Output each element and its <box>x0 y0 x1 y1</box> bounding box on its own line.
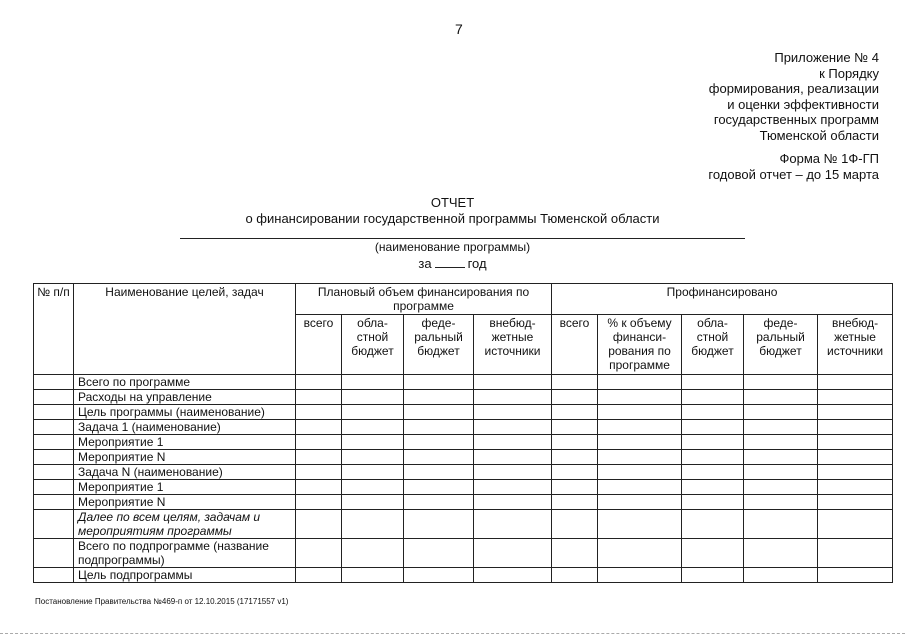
value-cell[interactable] <box>404 375 474 390</box>
table-row <box>34 480 893 495</box>
row-label: Всего по подпрограмме (название подпрограммы) <box>74 539 296 568</box>
value-cell[interactable] <box>818 390 893 405</box>
value-cell[interactable] <box>744 510 818 539</box>
table-row <box>34 390 893 405</box>
row-label: Мероприятие 1 <box>74 480 296 495</box>
row-label: Мероприятие 1 <box>74 435 296 450</box>
value-cell[interactable] <box>404 495 474 510</box>
footnote: Постановление Правительства №469-п от 12.10.2015 (17171557 v1) <box>35 597 289 606</box>
header-planned-federal: феде-ральный бюджет <box>404 315 474 375</box>
value-cell[interactable] <box>404 465 474 480</box>
value-cell[interactable] <box>474 495 552 510</box>
value-cell[interactable] <box>404 539 474 568</box>
value-cell[interactable] <box>474 390 552 405</box>
row-num-cell[interactable] <box>34 480 74 495</box>
header-financed-total: всего <box>552 315 598 375</box>
appendix-line: формирования, реализации <box>708 81 879 96</box>
value-cell[interactable] <box>552 435 598 450</box>
value-cell[interactable] <box>342 510 404 539</box>
row-num-cell[interactable] <box>34 420 74 435</box>
appendix-line: к Порядку <box>819 65 879 81</box>
header-financed-extrabudget: внебюд-жетные источники <box>818 315 893 375</box>
appendix-line: и оценки эффективности <box>727 96 879 112</box>
value-cell[interactable] <box>342 390 404 405</box>
header-financed-federal: феде-ральный бюджет <box>744 315 818 375</box>
value-cell[interactable] <box>682 390 744 405</box>
program-name-line[interactable] <box>180 238 745 239</box>
value-cell[interactable] <box>552 390 598 405</box>
table-row <box>34 450 893 465</box>
row-label: Мероприятие N <box>74 495 296 510</box>
table-row <box>34 405 893 420</box>
value-cell[interactable] <box>552 465 598 480</box>
value-cell[interactable] <box>296 510 342 539</box>
appendix-line: Приложение № 4 <box>774 50 879 65</box>
row-label: Мероприятие N <box>74 450 296 465</box>
value-cell[interactable] <box>404 405 474 420</box>
value-cell[interactable] <box>474 480 552 495</box>
value-cell[interactable] <box>474 420 552 435</box>
form-deadline: годовой отчет – до 15 марта <box>708 166 879 182</box>
report-subtitle: о финансировании государственной программы Тюменской области <box>245 211 660 226</box>
value-cell[interactable] <box>744 568 818 583</box>
value-cell[interactable] <box>342 539 404 568</box>
value-cell[interactable] <box>296 495 342 510</box>
value-cell[interactable] <box>818 510 893 539</box>
value-cell[interactable] <box>818 539 893 568</box>
row-num-cell[interactable] <box>34 390 74 405</box>
row-num-cell[interactable] <box>34 510 74 539</box>
appendix-line: государственных программ <box>713 112 879 127</box>
value-cell[interactable] <box>818 405 893 420</box>
header-planned-extrabudget: внебюд-жетные источники <box>474 315 552 375</box>
value-cell[interactable] <box>552 510 598 539</box>
value-cell[interactable] <box>744 420 818 435</box>
value-cell[interactable] <box>342 480 404 495</box>
value-cell[interactable] <box>598 539 682 568</box>
value-cell[interactable] <box>296 539 342 568</box>
row-label: Задача 1 (наименование) <box>74 420 296 435</box>
value-cell[interactable] <box>818 420 893 435</box>
table-row <box>34 495 893 510</box>
value-cell[interactable] <box>474 450 552 465</box>
header-planned-total: всего <box>296 315 342 375</box>
value-cell[interactable] <box>552 480 598 495</box>
value-cell[interactable] <box>474 539 552 568</box>
header-financed-group: Профинансировано <box>552 284 893 315</box>
form-info <box>579 151 879 182</box>
row-num-cell[interactable] <box>34 405 74 420</box>
year-prefix: за <box>418 256 432 271</box>
value-cell[interactable] <box>552 375 598 390</box>
row-label: Цель подпрограммы <box>74 568 296 583</box>
table-body <box>34 375 893 583</box>
row-num-cell[interactable] <box>34 465 74 480</box>
value-cell[interactable] <box>598 405 682 420</box>
value-cell[interactable] <box>818 495 893 510</box>
value-cell[interactable] <box>296 405 342 420</box>
value-cell[interactable] <box>744 435 818 450</box>
value-cell[interactable] <box>404 390 474 405</box>
value-cell[interactable] <box>682 465 744 480</box>
value-cell[interactable] <box>404 450 474 465</box>
value-cell[interactable] <box>552 539 598 568</box>
value-cell[interactable] <box>552 420 598 435</box>
value-cell[interactable] <box>342 375 404 390</box>
value-cell[interactable] <box>682 375 744 390</box>
value-cell[interactable] <box>296 390 342 405</box>
appendix-line: Тюменской области <box>759 127 879 143</box>
report-heading <box>0 195 905 227</box>
value-cell[interactable] <box>818 435 893 450</box>
value-cell[interactable] <box>296 465 342 480</box>
year-suffix: год <box>467 256 487 271</box>
value-cell[interactable] <box>404 568 474 583</box>
table-row <box>34 539 893 568</box>
year-line <box>0 255 905 271</box>
table-row <box>34 435 893 450</box>
value-cell[interactable] <box>552 450 598 465</box>
report-title: ОТЧЕТ <box>430 195 475 210</box>
value-cell[interactable] <box>296 480 342 495</box>
value-cell[interactable] <box>474 465 552 480</box>
value-cell[interactable] <box>818 465 893 480</box>
page-number: 7 <box>455 21 463 37</box>
value-cell[interactable] <box>818 568 893 583</box>
value-cell[interactable] <box>682 450 744 465</box>
value-cell[interactable] <box>598 420 682 435</box>
header-financed-regional: обла-стной бюджет <box>682 315 744 375</box>
value-cell[interactable] <box>404 420 474 435</box>
row-label: Цель программы (наименование) <box>74 405 296 420</box>
value-cell[interactable] <box>598 435 682 450</box>
value-cell[interactable] <box>296 450 342 465</box>
value-cell[interactable] <box>682 539 744 568</box>
financing-table <box>33 283 893 583</box>
row-label: Расходы на управление <box>74 390 296 405</box>
value-cell[interactable] <box>552 495 598 510</box>
value-cell[interactable] <box>598 480 682 495</box>
row-label: Всего по программе <box>74 375 296 390</box>
value-cell[interactable] <box>744 480 818 495</box>
row-num-cell[interactable] <box>34 568 74 583</box>
value-cell[interactable] <box>744 405 818 420</box>
value-cell[interactable] <box>404 510 474 539</box>
page-edge-line <box>0 633 905 634</box>
row-num-cell[interactable] <box>34 539 74 568</box>
value-cell[interactable] <box>552 405 598 420</box>
value-cell[interactable] <box>598 568 682 583</box>
value-cell[interactable] <box>342 405 404 420</box>
value-cell[interactable] <box>342 465 404 480</box>
header-planned-regional: обла-стной бюджет <box>342 315 404 375</box>
form-number: Форма № 1Ф-ГП <box>779 151 879 166</box>
value-cell[interactable] <box>682 435 744 450</box>
year-blank-field[interactable] <box>435 255 465 268</box>
value-cell[interactable] <box>744 390 818 405</box>
table-row <box>34 568 893 583</box>
value-cell[interactable] <box>296 435 342 450</box>
value-cell[interactable] <box>598 495 682 510</box>
value-cell[interactable] <box>598 465 682 480</box>
value-cell[interactable] <box>598 390 682 405</box>
value-cell[interactable] <box>818 480 893 495</box>
value-cell[interactable] <box>552 568 598 583</box>
value-cell[interactable] <box>342 435 404 450</box>
row-num-cell[interactable] <box>34 495 74 510</box>
table-row <box>34 510 893 539</box>
table-row <box>34 465 893 480</box>
value-cell[interactable] <box>744 495 818 510</box>
header-num: № п/п <box>34 284 74 375</box>
value-cell[interactable] <box>296 375 342 390</box>
value-cell[interactable] <box>598 510 682 539</box>
value-cell[interactable] <box>296 568 342 583</box>
value-cell[interactable] <box>342 420 404 435</box>
program-name-caption: (наименование программы) <box>374 240 531 254</box>
value-cell[interactable] <box>474 510 552 539</box>
value-cell[interactable] <box>474 405 552 420</box>
value-cell[interactable] <box>296 420 342 435</box>
value-cell[interactable] <box>404 480 474 495</box>
value-cell[interactable] <box>474 568 552 583</box>
value-cell[interactable] <box>682 510 744 539</box>
value-cell[interactable] <box>744 375 818 390</box>
value-cell[interactable] <box>598 375 682 390</box>
row-num-cell[interactable] <box>34 375 74 390</box>
value-cell[interactable] <box>818 450 893 465</box>
value-cell[interactable] <box>342 450 404 465</box>
value-cell[interactable] <box>682 420 744 435</box>
value-cell[interactable] <box>744 539 818 568</box>
value-cell[interactable] <box>598 450 682 465</box>
value-cell[interactable] <box>474 435 552 450</box>
row-num-cell[interactable] <box>34 450 74 465</box>
value-cell[interactable] <box>744 450 818 465</box>
appendix-block <box>579 50 879 143</box>
value-cell[interactable] <box>342 495 404 510</box>
table-row <box>34 420 893 435</box>
value-cell[interactable] <box>818 375 893 390</box>
table-row <box>34 375 893 390</box>
value-cell[interactable] <box>342 568 404 583</box>
header-financed-percent: % к объему финанси-рования по программе <box>598 315 682 375</box>
header-name: Наименование целей, задач <box>74 284 296 375</box>
row-label: Задача N (наименование) <box>74 465 296 480</box>
row-num-cell[interactable] <box>34 435 74 450</box>
value-cell[interactable] <box>404 435 474 450</box>
value-cell[interactable] <box>682 568 744 583</box>
value-cell[interactable] <box>474 375 552 390</box>
row-label: Далее по всем целям, задачам и мероприятиям программы <box>74 510 296 539</box>
value-cell[interactable] <box>682 480 744 495</box>
value-cell[interactable] <box>682 405 744 420</box>
header-planned-group: Плановый объем финансирования по программе <box>296 284 552 315</box>
value-cell[interactable] <box>744 465 818 480</box>
value-cell[interactable] <box>682 495 744 510</box>
